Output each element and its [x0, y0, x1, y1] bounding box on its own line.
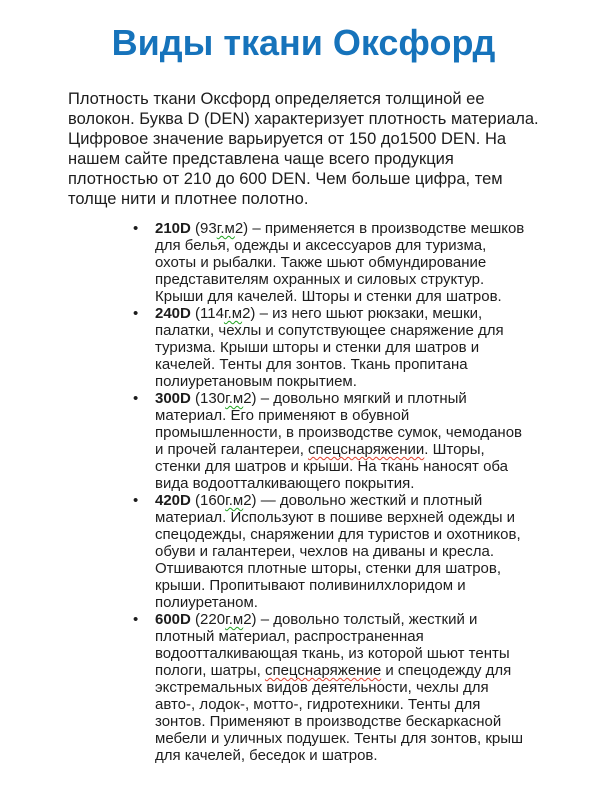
density-value: 300D — [155, 390, 191, 407]
bullet-text-segment: 2) – применяется в производстве мешков для белья, одежды и аксессуаров для туризма, охоты и рыбалки. Также шьют обмундирование представителям охранных и силовых структур. Крыши для качелей. Шторы и стенки для шатров. — [155, 220, 529, 305]
document-page — [0, 24, 607, 809]
bullet-text-segment: (114 — [190, 305, 224, 322]
grammar-underline-text: г.м — [225, 492, 244, 509]
grammar-underline-text: г.м — [223, 305, 243, 322]
spelling-underline-text: спецснаряжении — [308, 441, 425, 458]
density-list-item — [155, 492, 531, 611]
density-value: 210D — [155, 220, 191, 237]
density-value: 420D — [155, 492, 191, 509]
bullet-text-segment: 2) – из него шьют рюкзаки, мешки, палатки, чехлы и сопутствующее снаряжение для туризма. Крыши шторы и стенки для шатров и качелей. Тенты для зонтов. Ткань пропитана полиуретановым покрытием. — [155, 305, 508, 390]
bullet-text-segment: (93 — [190, 220, 217, 237]
bullet-text-segment: (220 — [190, 611, 226, 628]
grammar-underline-text: г.м — [225, 390, 244, 407]
page-title: Виды ткани Оксфорд — [111, 22, 496, 63]
bullet-text-segment: 2) – довольно толстый, жесткий и плотный материал, распространенная водоотталкивающая ткань, из которой шьют тенты пологи, шатры, — [155, 611, 514, 679]
grammar-underline-text: г.м — [225, 611, 244, 628]
bullet-text-segment: 2) — довольно жесткий и плотный материал. Используют в пошиве верхней одежды и спецодежды, снаряжении для туристов и охотников, обуви и галантереи, чехлов на диваны и кресла. Отшиваются плотные шторы, стенки для шатров, крыши. Пропитывают поливинилхлоридом и полиуретаном. — [155, 492, 525, 611]
spelling-underline-text: спецснаряжение — [264, 662, 382, 679]
density-list-item — [155, 390, 531, 492]
bullet-text-segment: (160 — [190, 492, 226, 509]
fabric-density-list — [0, 220, 607, 764]
bullet-text-segment: и спецодежду для экстремальных видов деятельности, чехлы для авто-, лодок-, мотто-, гидротехники. Тенты для зонтов. Применяют в производстве бескаркасной мебели и уличных подушек. Тенты для зонтов, крыш для качелей, беседок и шатров. — [155, 662, 528, 764]
density-value: 240D — [155, 305, 191, 322]
grammar-underline-text: г.м — [216, 220, 235, 237]
intro-paragraph: Плотность ткани Оксфорд определяется толщиной ее волокон. Буква D (DEN) характеризует плотность материала. Цифровое значение варьируется от 150 до1500 DEN. На нашем сайте представлена чаще всего продукция плотностью от 210 до 600 DEN. Чем больше цифра, тем толще нити и плотнее полотно. — [68, 90, 539, 208]
density-value: 600D — [155, 611, 191, 628]
density-list-item — [155, 611, 531, 764]
bullet-text-segment: (130 — [190, 390, 226, 407]
bullet-text-segment: . Шторы, стенки для шатров и крыши. На ткань наносят оба вида водоотталкивающего покрытия. — [155, 441, 513, 492]
bullet-text-segment: 2) – довольно мягкий и плотный материал. Его применяют в обувной промышленности, в производстве сумок, чемоданов и прочей галантереи, — [155, 390, 527, 458]
density-list-item — [155, 220, 531, 305]
density-list-item — [155, 305, 531, 390]
